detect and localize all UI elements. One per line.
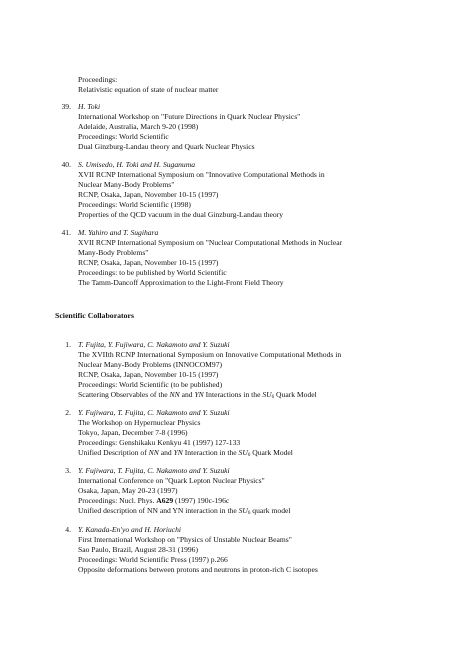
intro-proceedings: Proceedings: xyxy=(78,75,118,84)
entry-line: Proceedings: World Scientific (1998) xyxy=(78,200,191,209)
entry-line: Opposite deformations between protons and neutrons in proton-rich C isotopes xyxy=(78,565,318,574)
entry-line: International Conference on "Quark Lepton Nuclear Physics" xyxy=(78,476,265,485)
entry-authors: H. Toki xyxy=(78,102,101,111)
entry-line: Adelaide, Australia, March 9-20 (1998) xyxy=(78,122,199,131)
entry-line: Proceedings: World Scientific xyxy=(78,132,169,141)
entry-line: RCNP, Osaka, Japan, November 10-15 (1997) xyxy=(78,190,219,199)
entry-line: Tokyo, Japan, December 7-8 (1996) xyxy=(78,428,188,437)
entry-line: The XVIIth RCNP International Symposium on Innovative Computational Methods in xyxy=(78,350,342,359)
entry-line: Proceedings: Genshikaku Kenkyu 41 (1997) 127-133 xyxy=(78,438,241,447)
entry-line: Sao Paulo, Brazil, August 28-31 (1996) xyxy=(78,545,199,554)
intro-title: Relativistic equation of state of nuclear matter xyxy=(78,85,219,94)
entry-line: XVII RCNP International Symposium on "Innovative Computational Methods in xyxy=(78,170,325,179)
entry-number: 41. xyxy=(61,228,71,237)
entry-line: Osaka, Japan, May 20-23 (1997) xyxy=(78,486,178,495)
entry-line: Proceedings: World Scientific (to be published) xyxy=(78,380,223,389)
entry-authors: Y. Fujiwara, T. Fujita, C. Nakamoto and Y. Suzuki xyxy=(78,466,230,475)
entry-line: Proceedings: World Scientific Press (1997) p.266 xyxy=(78,555,228,564)
entry-number: 4. xyxy=(65,525,71,534)
entry-number: 3. xyxy=(65,466,71,475)
entry-number: 40. xyxy=(61,160,71,169)
entry-line: Unified description of NN and YN interaction in the $SU_6$ quark model xyxy=(78,506,291,516)
entry-line: Nuclear Many-Body Problems" xyxy=(78,180,175,189)
entry-number: 2. xyxy=(65,408,71,417)
entry-line: RCNP, Osaka, Japan, November 10-15 (1997) xyxy=(78,370,219,379)
entry-line: International Workshop on "Future Directions in Quark Nuclear Physics" xyxy=(78,112,301,121)
entry-authors: Y. Fujiwara, T. Fujita, C. Nakamoto and Y. Suzuki xyxy=(78,408,230,417)
entry-line: XVII RCNP International Symposium on "Nuclear Computational Methods in Nuclear xyxy=(78,238,343,247)
entry-line: RCNP, Osaka, Japan, November 10-15 (1997) xyxy=(78,258,219,267)
entry-line: Nuclear Many-Body Problems (INNOCOM97) xyxy=(78,360,223,369)
entry-authors: S. Umisedo, H. Toki and H. Suganuma xyxy=(78,160,196,169)
section-title: Scientific Collaborators xyxy=(55,311,135,320)
entry-line: Properties of the QCD vacuum in the dual Ginzburg-Landau theory xyxy=(78,210,284,219)
entry-number: 39. xyxy=(61,102,71,111)
entry-line: The Workshop on Hypernuclear Physics xyxy=(78,418,201,427)
entry-line: Scattering Observables of the NN and YN Interactions in the $SU_6$ Quark Model xyxy=(78,390,317,400)
entry-line: Dual Ginzburg-Landau theory and Quark Nuclear Physics xyxy=(78,142,255,151)
entry-authors: Y. Kanada-En'yo and H. Horiuchi xyxy=(78,525,182,534)
entry-line: The Tamm-Dancoff Approximation to the Light-Front Field Theory xyxy=(78,278,284,287)
entry-line: Unified Description of NN and YN Interaction in the $SU_6$ Quark Model xyxy=(78,448,293,458)
entry-line: Proceedings: Nucl. Phys. A629 (1997) 190c-196c xyxy=(78,496,230,505)
entry-number: 1. xyxy=(65,340,71,349)
entry-authors: T. Fujita, Y. Fujiwara, C. Nakamoto and Y. Suzuki xyxy=(78,340,230,349)
entry-line: Many-Body Problems" xyxy=(78,248,149,257)
entry-authors: M. Yahiro and T. Sugihara xyxy=(78,228,159,237)
entry-line: Proceedings: to be published by World Scientific xyxy=(78,268,227,277)
entry-line: First International Workshop on "Physics of Unstable Nuclear Beams" xyxy=(78,535,292,544)
